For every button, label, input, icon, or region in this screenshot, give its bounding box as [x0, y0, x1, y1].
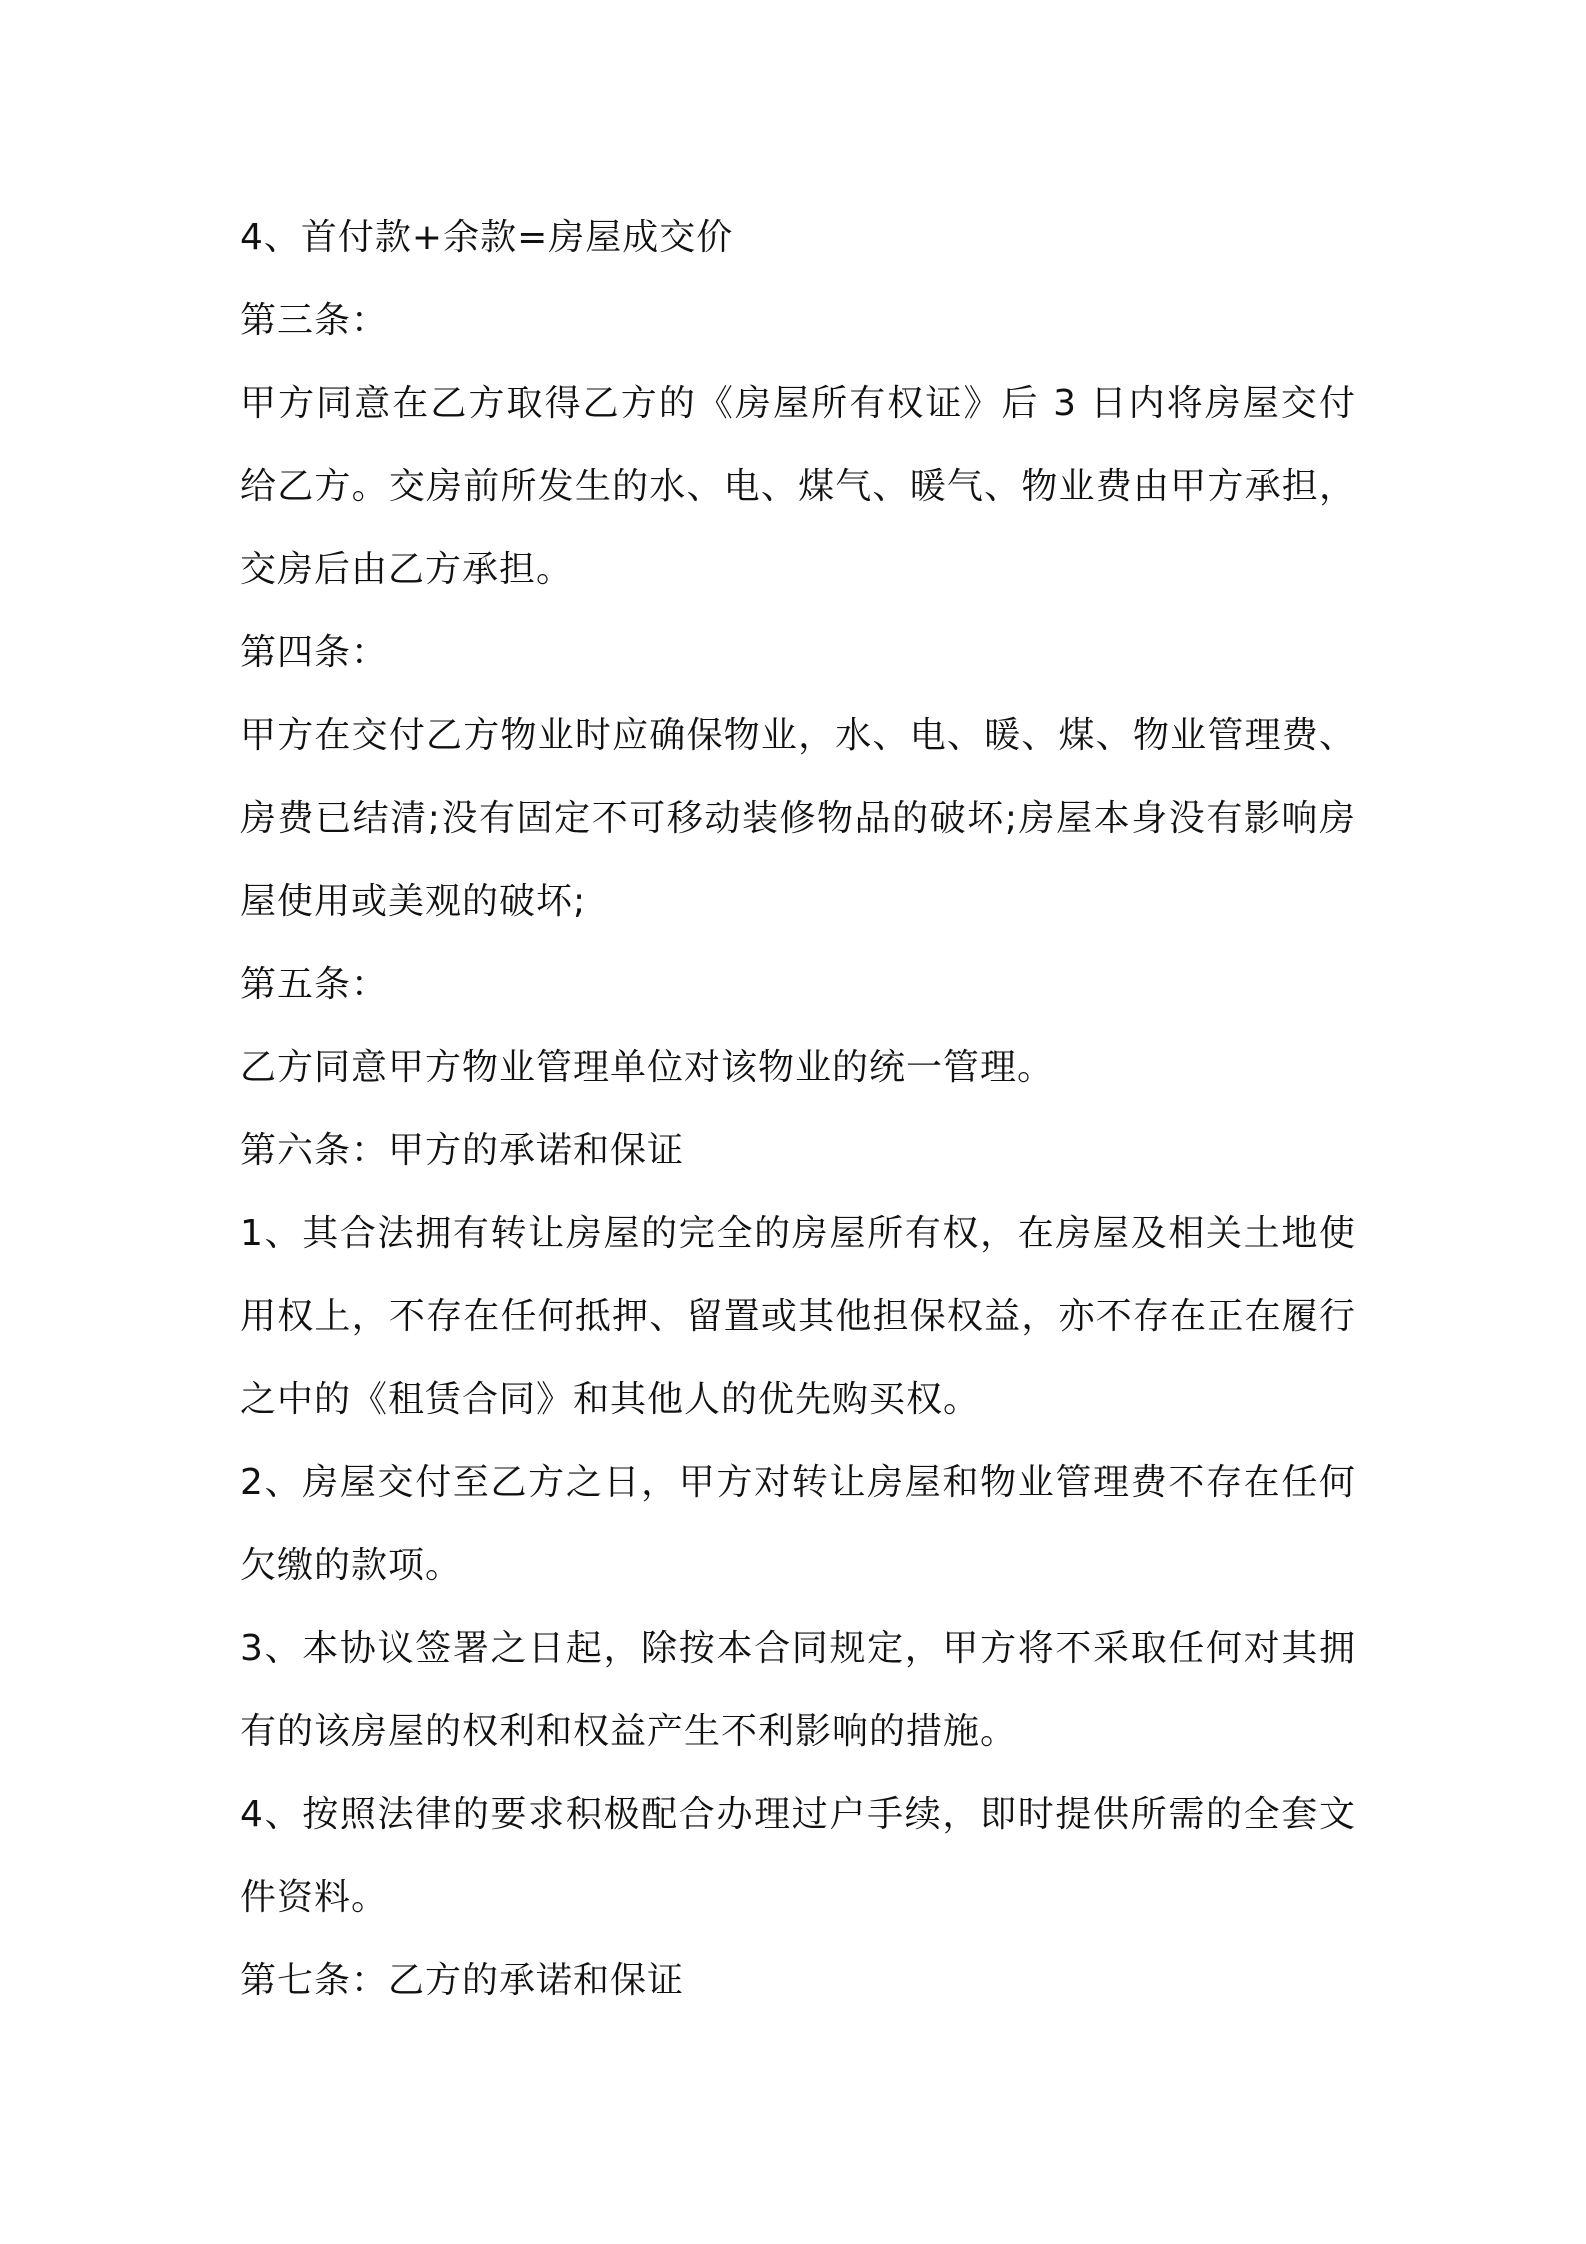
article-heading: 第六条：甲方的承诺和保证	[240, 1130, 685, 1171]
document-body	[240, 196, 1356, 2022]
clause-paragraph: 2、房屋交付至乙方之日，甲方对转让房屋和物业管理费不存在任何欠缴的款项。	[240, 1462, 1356, 1586]
clause-paragraph: 3、本协议签署之日起，除按本合同规定，甲方将不采取任何对其拥有的该房屋的权利和权益产生不利影响的措施。	[240, 1628, 1356, 1752]
article-heading: 第七条：乙方的承诺和保证	[240, 1960, 685, 2001]
clause-paragraph: 4、首付款+余款=房屋成交价	[240, 217, 734, 258]
clause-paragraph: 乙方同意甲方物业管理单位对该物业的统一管理。	[240, 1047, 1055, 1088]
clause-paragraph: 1、其合法拥有转让房屋的完全的房屋所有权，在房屋及相关土地使用权上，不存在任何抵押、留置或其他担保权益，亦不存在正在履行之中的《租赁合同》和其他人的优先购买权。	[240, 1213, 1356, 1420]
article-heading: 第四条：	[240, 632, 389, 673]
article-heading: 第五条：	[240, 964, 389, 1005]
clause-paragraph: 甲方在交付乙方物业时应确保物业，水、电、暖、煤、物业管理费、房费已结清;没有固定不可移动装修物品的破坏;房屋本身没有影响房屋使用或美观的破坏;	[240, 715, 1356, 922]
article-heading: 第三条：	[240, 300, 389, 341]
clause-paragraph: 4、按照法律的要求积极配合办理过户手续，即时提供所需的全套文件资料。	[240, 1794, 1356, 1918]
clause-paragraph: 甲方同意在乙方取得乙方的《房屋所有权证》后 3 日内将房屋交付给乙方。交房前所发生的水、电、煤气、暖气、物业费由甲方承担，交房后由乙方承担。	[240, 383, 1356, 590]
